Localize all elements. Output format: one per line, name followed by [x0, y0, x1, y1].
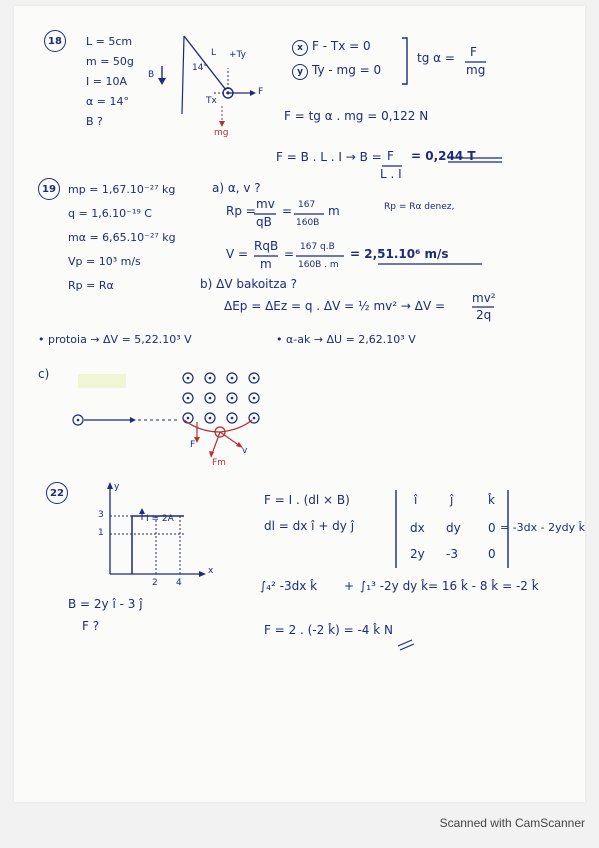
given-line: mα = 6,65.10⁻²⁷ kg — [68, 231, 176, 244]
equation-x: F - Tx = 0 — [312, 39, 371, 53]
b-field-vector: B = 2y î - 3 ĵ — [68, 597, 143, 611]
c-magnetic-force-label: Fm — [212, 458, 226, 468]
angle-label: 14° — [192, 63, 208, 73]
given-line: q = 1,6.10⁻¹⁹ C — [68, 207, 152, 220]
part-c-heading: c) — [38, 367, 50, 381]
given-line: Vp = 10³ m/s — [68, 255, 141, 268]
c-force-label: F — [190, 440, 196, 450]
energy-den: 2q — [476, 308, 492, 322]
b-den: L . I — [380, 167, 402, 181]
tangent-lhs: tg α = — [417, 51, 455, 65]
proton-result: • protoia → ΔV = 5,22.10³ V — [38, 333, 192, 346]
v-lhs: V = — [226, 247, 249, 261]
problem-22-number: 22 — [46, 482, 68, 504]
rp-unit: m — [328, 204, 340, 218]
integral-term-1: ∫₄² -3dx k̂ — [260, 579, 318, 593]
rp-lhs: Rp = — [226, 204, 256, 218]
final-underline — [14, 6, 585, 802]
tangent-den: mg — [466, 63, 486, 77]
tick-label: 1 — [98, 528, 104, 538]
v-result: = 2,51.10⁶ m/s — [350, 247, 449, 261]
rp-num: mv — [256, 197, 275, 211]
given-line: mp = 1,67.10⁻²⁷ kg — [68, 183, 176, 196]
integral-plus: + — [344, 579, 355, 593]
det-cell: dx — [410, 521, 425, 535]
det-result: = -3dx - 2ydy k̂ — [500, 521, 586, 534]
x-axis-label: x — [208, 566, 214, 576]
v-den: m — [260, 257, 272, 271]
c-velocity-label: v — [242, 446, 248, 456]
det-cell: 2y — [410, 547, 425, 561]
y-axis-label: y — [114, 482, 120, 492]
det-cell: k̂ — [488, 493, 495, 507]
given-line: α = 14° — [86, 95, 129, 108]
b-field-label: B — [148, 70, 155, 80]
rp-note: Rp = Rα denez, — [384, 202, 455, 212]
dl-formula: dl = dx î + dy ĵ — [264, 519, 355, 533]
det-cell: 0 — [488, 547, 496, 561]
integral-term-2: ∫₁³ -2y dy k̂ — [360, 579, 429, 593]
part-a-heading: a) α, v ? — [212, 181, 261, 195]
det-cell: ĵ — [450, 493, 454, 507]
given-line: I = 10A — [86, 75, 127, 88]
energy-equation: ΔEp = ΔEz = q . ΔV = ½ mv² → ΔV = — [224, 299, 446, 313]
rp-equals: = — [282, 204, 293, 218]
x-axis-marker: x — [292, 40, 308, 56]
given-line: Rp = Rα — [68, 279, 114, 292]
given-line: L = 5cm — [86, 35, 133, 48]
ty-label: +Ty — [229, 50, 246, 60]
y-axis-marker: y — [292, 64, 308, 80]
rp-den-2: 160B — [296, 218, 320, 228]
force-label: F — [258, 87, 264, 97]
tick-label: 2 — [152, 578, 158, 588]
alpha-result: • α-ak → ΔU = 2,62.10³ V — [276, 333, 416, 346]
det-cell: dy — [446, 521, 461, 535]
equation-y: Ty - mg = 0 — [312, 63, 382, 77]
force-formula: F = I . (dl × B) — [264, 493, 350, 507]
integral-result: = 16 k̂ - 8 k̂ = -2 k̂ — [428, 579, 539, 593]
det-cell: -3 — [446, 547, 458, 561]
given-line: m = 50g — [86, 55, 134, 68]
tangent-num: F — [470, 45, 477, 59]
force-result: F = tg α . mg = 0,122 N — [284, 109, 429, 123]
final-force: F = 2 . (-2 k̂) = -4 k̂ N — [264, 623, 393, 637]
problem-18-number: 18 — [44, 30, 66, 52]
energy-num: mv² — [472, 291, 496, 305]
rp-num-2: 167 — [298, 200, 316, 210]
scanned-page — [14, 6, 585, 802]
current-label: I = 2A — [146, 514, 174, 524]
weight-label: mg — [214, 128, 229, 138]
det-cell: 0 — [488, 521, 496, 535]
b-num: F — [387, 149, 394, 163]
tick-label: 4 — [176, 578, 182, 588]
length-label: L — [211, 48, 217, 58]
tick-label: 3 — [98, 510, 104, 520]
problem-19-number: 19 — [38, 178, 60, 200]
det-cell: î — [414, 493, 418, 507]
rp-den: qB — [256, 215, 272, 229]
b-formula: F = B . L . I → B = — [276, 150, 382, 164]
tx-label: Tx — [206, 96, 217, 106]
v-num: RqB — [254, 239, 279, 253]
scanner-watermark: Scanned with CamScanner — [439, 816, 585, 830]
part-b-heading: b) ΔV bakoitza ? — [200, 277, 298, 291]
v-den-2: 160B . m — [298, 260, 339, 270]
b-result: = 0,244 T — [411, 149, 476, 163]
given-line: B ? — [86, 115, 103, 128]
force-question: F ? — [82, 619, 100, 633]
v-num-2: 167 q.B — [300, 242, 335, 252]
v-equals: = — [284, 247, 295, 261]
